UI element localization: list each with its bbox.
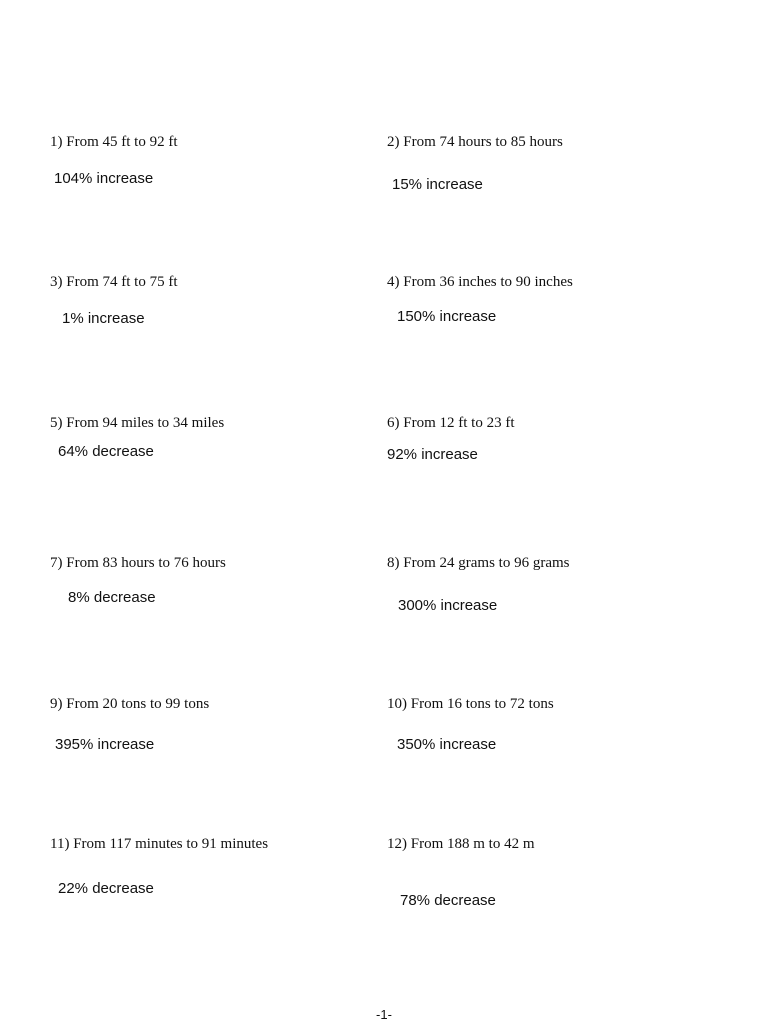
answer-3: 1% increase (62, 310, 145, 327)
answer-6: 92% increase (387, 446, 478, 463)
answer-9: 395% increase (55, 736, 155, 753)
answer-7: 8% decrease (68, 589, 156, 606)
problem-10: 10) From 16 tons to 72 tons (387, 696, 554, 712)
answer-5: 64% decrease (58, 443, 154, 460)
answer-10: 350% increase (397, 736, 497, 753)
problem-6: 6) From 12 ft to 23 ft (387, 415, 515, 431)
answer-2: 15% increase (392, 176, 483, 193)
problem-4: 4) From 36 inches to 90 inches (387, 274, 573, 290)
problem-8: 8) From 24 grams to 96 grams (387, 555, 570, 571)
problem-12: 12) From 188 m to 42 m (387, 836, 535, 852)
answer-4: 150% increase (397, 308, 497, 325)
problem-11: 11) From 117 minutes to 91 minutes (50, 836, 269, 852)
page-number: -1- (376, 1007, 392, 1022)
problem-1: 1) From 45 ft to 92 ft (50, 134, 178, 150)
answer-8: 300% increase (398, 597, 498, 614)
problem-9: 9) From 20 tons to 99 tons (50, 696, 210, 712)
problem-5: 5) From 94 miles to 34 miles (50, 415, 225, 431)
answer-12: 78% decrease (400, 892, 496, 909)
problem-3: 3) From 74 ft to 75 ft (50, 274, 178, 290)
answer-11: 22% decrease (58, 880, 154, 897)
problem-2: 2) From 74 hours to 85 hours (387, 134, 563, 150)
problem-7: 7) From 83 hours to 76 hours (50, 555, 226, 571)
answer-1: 104% increase (54, 170, 154, 187)
